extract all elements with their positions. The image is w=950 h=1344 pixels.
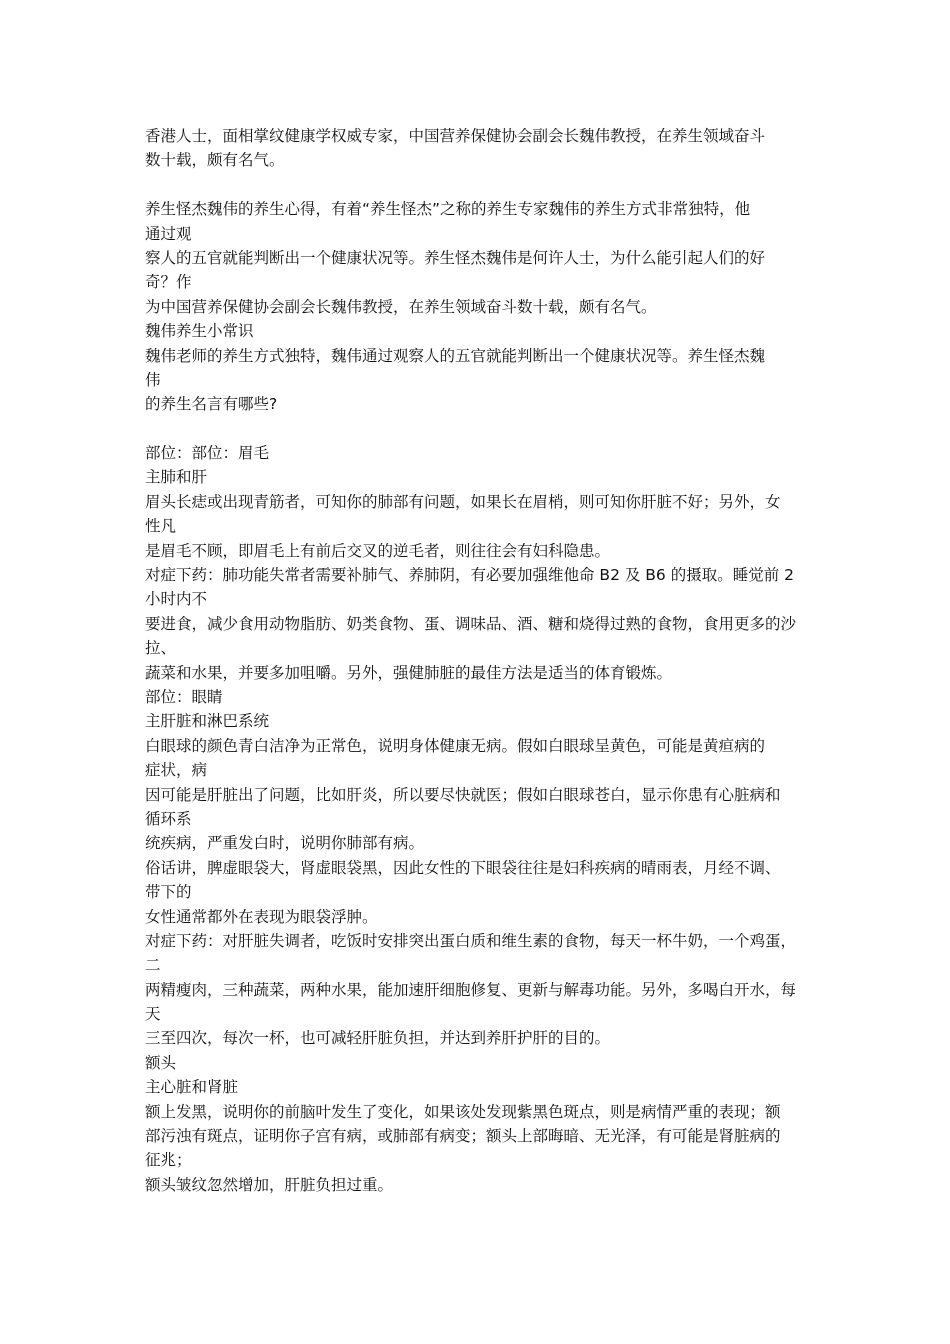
text-line: 两精瘦肉，三种蔬菜，两种水果，能加速肝细胞修复、更新与解毒功能。另外，多喝白开水，每 (145, 980, 797, 999)
text-line: 部位：部位：眉毛 (145, 444, 270, 463)
text-line: 魏伟老师的养生方式独特，魏伟通过观察人的五官就能判断出一个健康状况等。养生怪杰魏 (145, 346, 766, 365)
text-line: 症状，病 (145, 761, 208, 780)
text-line: 魏伟养生小常识 (145, 322, 254, 341)
text-line: 额上发黑，说明你的前脑叶发生了变化，如果该处发现紫黑色斑点，则是病情严重的表现；额 (145, 1102, 781, 1121)
paragraph-gap (145, 417, 820, 441)
text-line: 香港人士，面相掌纹健康学权威专家，中国营养保健协会副会长魏伟教授，在养生领域奋斗 (145, 127, 766, 145)
text-line: 额头 (145, 1053, 177, 1072)
text-line: 的养生名言有哪些? (145, 395, 278, 414)
text-line: 统疾病，严重发白时，说明你肺部有病。 (145, 834, 425, 853)
text-line: 主肺和肝 (145, 468, 208, 487)
text-line: 养生怪杰魏伟的养生心得，有着“养生怪杰”之称的养生专家魏伟的养生方式非常独特，他 (145, 200, 751, 219)
paragraph-gap (145, 173, 820, 197)
text-line: 女性通常都外在表现为眼袋浮肿。 (145, 907, 378, 926)
text-line: 眉头长痣或出现青筋者，可知你的肺部有问题，如果长在眉梢，则可知你肝脏不好；另外，女 (145, 492, 781, 511)
text-line: 要进食，减少食用动物脂肪、奶类食物、蛋、调味品、酒、糖和烧得过熟的食物，食用更多的沙 (145, 614, 797, 633)
text-line: 三至四次，每次一杯，也可减轻肝脏负担，并达到养肝护肝的目的。 (145, 1029, 611, 1048)
text-line: 性凡 (145, 517, 177, 536)
text-line: 对症下药：对肝脏失调者，吃饭时安排突出蛋白质和维生素的食物，每天一杯牛奶，一个鸡蛋， (145, 931, 797, 950)
text-line: 对症下药：肺功能失常者需要补肺气、养肺阴，有必要加强维他命 B2 及 B6 的摄取。睡觉前 2 (145, 566, 794, 585)
text-line: 主心脏和肾脏 (145, 1078, 239, 1097)
text-line: 因可能是肝脏出了问题，比如肝炎，所以要尽快就医；假如白眼球苍白，显示你患有心脏病和 (145, 785, 781, 804)
text-line: 额头皱纹忽然增加，肝脏负担过重。 (145, 1175, 394, 1194)
text-line: 带下的 (145, 883, 192, 902)
text-line: 二 (145, 956, 161, 975)
text-line: 部位：眼睛 (145, 687, 223, 706)
text-line: 奇？作 (145, 273, 192, 292)
text-line: 白眼球的颜色青白洁净为正常色，说明身体健康无病。假如白眼球呈黄色，可能是黄疸病的 (145, 736, 766, 755)
text-line: 为中国营养保健协会副会长魏伟教授，在养生领域奋斗数十载，颇有名气。 (145, 297, 657, 316)
text-line: 循环系 (145, 809, 192, 828)
text-line: 数十载，颇有名气。 (145, 151, 285, 170)
text-line: 征兆； (145, 1151, 192, 1170)
text-line: 天 (145, 1005, 161, 1024)
text-line: 小时内不 (145, 590, 208, 609)
text-line: 蔬菜和水果，并要多加咀嚼。另外，强健肺脏的最佳方法是适当的体育锻炼。 (145, 663, 673, 682)
text-line: 主肝脏和淋巴系统 (145, 712, 270, 731)
text-line: 俗话讲，脾虚眼袋大，肾虚眼袋黑，因此女性的下眼袋往往是妇科疾病的晴雨表，月经不调、 (145, 858, 781, 877)
text-line: 拉、 (145, 639, 177, 658)
text-line: 察人的五官就能判断出一个健康状况等。养生怪杰魏伟是何许人士，为什么能引起人们的好 (145, 248, 766, 267)
text-line: 伟 (145, 370, 161, 389)
text-line: 是眉毛不顾，即眉毛上有前后交叉的逆毛者，则往往会有妇科隐患。 (145, 541, 611, 560)
text-line: 部污浊有斑点，证明你子宫有病，或肺部有病变；额头上部晦暗、无光泽，有可能是肾脏病的 (145, 1127, 781, 1146)
document-body (145, 124, 820, 1197)
text-line: 通过观 (145, 224, 192, 243)
